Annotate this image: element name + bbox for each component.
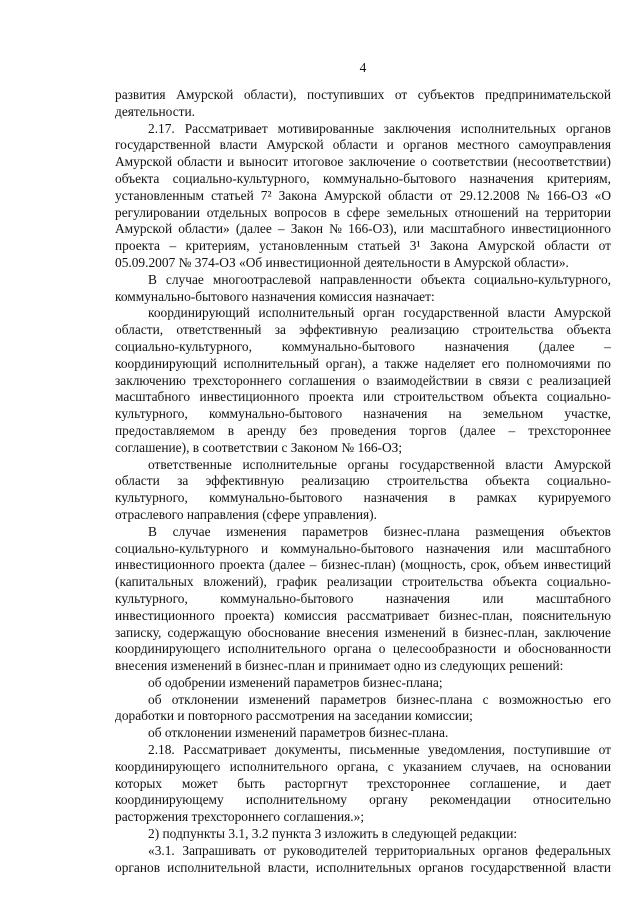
text-line: коммунально-бытового назначения комиссия назначает: [115, 288, 435, 304]
paragraph [115, 725, 611, 742]
text-line: государственной власти Амурской области и органов местного самоуправления [115, 137, 611, 153]
text-line: инвестиционного проекта) комиссия рассматривает бизнес-план, пояснительную [115, 607, 611, 623]
text-line: доработки и повторного рассмотрения на заседании комиссии; [115, 708, 473, 724]
paragraph [115, 675, 611, 692]
text-line: координирующему исполнительному органу рекомендации относительно [115, 792, 611, 808]
text-line: органов исполнительной власти, исполнительных органов государственной власти [115, 859, 611, 875]
paragraph [115, 87, 611, 121]
text-line: области за эффективную реализацию строительства объекта социально- [115, 473, 611, 489]
text-line: «3.1. Запрашивать от руководителей территориальных органов федеральных [148, 842, 611, 858]
text-line: 2.17. Рассматривает мотивированные заключения исполнительных органов [148, 120, 611, 136]
text-line: координирующий исполнительный орган), а также наделяет его полномочиями по [115, 355, 611, 371]
text-line: внесения изменений в бизнес-план и принимает одно из следующих решений: [115, 658, 564, 674]
text-line: об отклонении изменений параметров бизнес-плана с возможностью его [148, 691, 611, 707]
text-line: В случае многоотраслевой направленности объекта социально-культурного, [148, 271, 611, 287]
paragraph [115, 843, 611, 877]
text-line: 2) подпункты 3.1, 3.2 пункта 3 изложить в следующей редакции: [148, 826, 518, 842]
text-line: координирующего исполнительного органа, с указанием случаев, на основании [115, 758, 611, 774]
text-line: предоставляемом в аренду без проведения торгов (далее – трехстороннее [115, 422, 611, 438]
text-line: социально-культурного и коммунально-бытового назначения или масштабного [115, 540, 611, 556]
text-line: Амурской области» (далее – Закон № 166-ОЗ), или масштабного инвестиционного [115, 221, 611, 237]
text-line: соглашение), в соответствии с Законом № 166-ОЗ; [115, 439, 403, 455]
text-line: В случае изменения параметров бизнес-плана размещения объектов [148, 523, 611, 539]
text-line: масштабного инвестиционного проекта или строительством объекта социально- [115, 389, 611, 405]
text-line: культурного, коммунально-бытового назначения в рамках курируемого [115, 490, 611, 506]
text-line: культурного, коммунально-бытового назначения на земельном участке, [115, 406, 611, 422]
text-line: культурного, коммунально-бытового назначения или масштабного [115, 590, 611, 606]
text-line: отраслевого направления (сфере управления). [115, 506, 377, 522]
page-number: 4 [359, 60, 367, 75]
paragraph [115, 826, 611, 843]
text-line: объекта социально-культурного, коммунально-бытового назначения критериям, [115, 170, 611, 186]
text-line: координирующего исполнительного органа о целесообразности и обоснованности [115, 641, 611, 657]
text-line: деятельности. [115, 103, 196, 119]
text-line: инвестиционного проекта (далее – бизнес-план) (мощность, срок, объем инвестиций [115, 557, 611, 573]
document-body [115, 87, 611, 876]
text-line: регулировании отдельных вопросов в сфере земельных отношений на территории [115, 204, 611, 220]
text-line: социально-культурного, коммунально-бытового назначения (далее – [115, 338, 611, 354]
text-line: установленным статьей 7² Закона Амурской области от 29.12.2008 № 166-ОЗ «О [115, 187, 611, 203]
paragraph [115, 305, 611, 456]
text-line: Амурской области и выносит итоговое заключение о соответствии (несоответствии) [115, 154, 611, 170]
text-line: 2.18. Рассматривает документы, письменные уведомления, поступившие от [148, 742, 611, 758]
text-line: об отклонении изменений параметров бизнес-плана. [148, 725, 449, 741]
text-line: об одобрении изменений параметров бизнес-плана; [148, 674, 443, 690]
paragraph [115, 272, 611, 306]
text-line: проекта – критериям, установленным статьей 3¹ Закона Амурской области от [115, 238, 611, 254]
paragraph [115, 121, 611, 272]
paragraph [115, 524, 611, 675]
paragraph [115, 457, 611, 524]
text-line: записку, содержащую обоснование внесения изменений в бизнес-план, заключение [115, 624, 611, 640]
paragraph [115, 742, 611, 826]
text-line: расторжения трехстороннего соглашения.»; [115, 809, 365, 825]
text-line: развития Амурской области), поступивших от субъектов предпринимательской [115, 87, 611, 102]
text-line: которых может быть расторгнут трехстороннее соглашение, и дает [115, 775, 611, 791]
paragraph [115, 692, 611, 726]
text-line: заключению трехстороннего соглашения о взаимодействии в связи с реализацией [115, 372, 611, 388]
text-line: 05.09.2007 № 374-ОЗ «Об инвестиционной деятельности в Амурской области». [115, 254, 569, 270]
text-line: области, ответственный за эффективную реализацию строительства объекта [115, 322, 611, 338]
text-line: (капитальных вложений), график реализации строительства объекта социально- [115, 574, 611, 590]
text-line: ответственные исполнительные органы государственной власти Амурской [148, 456, 611, 472]
text-line: координирующий исполнительный орган государственной власти Амурской [148, 305, 611, 321]
